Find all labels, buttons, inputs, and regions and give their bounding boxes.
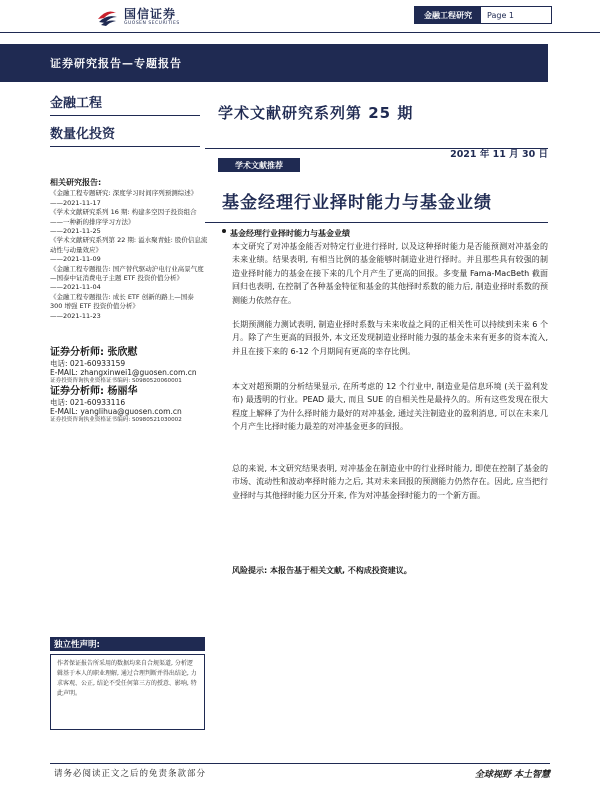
related-report-date: ——2021-11-09 [50, 255, 101, 264]
related-report-title: 《金融工程专题报告: 成长 ETF 创新的路上—国泰 300 增强 ETF 投资价值分析》 [50, 292, 194, 311]
logo-text-en: GUOSEN SECURITIES [124, 20, 180, 26]
summary-paragraph [232, 318, 548, 358]
related-reports [50, 178, 208, 321]
report-type-banner: 证券研究报告—专题报告 [0, 44, 548, 82]
main-title-divider [205, 222, 548, 223]
analyst-cert: 证券投资咨询执业资格证书编码: S0980520060001 [50, 378, 182, 384]
category-secondary: 数量化投资 [50, 118, 200, 147]
doc-type-tag [414, 6, 552, 24]
summary-paragraph-text: 本文研究了对冲基金能否对特定行业进行择时, 以及这种择时能力是否能预测对冲基金的未来业绩。结果表明, 有相当比例的基金能够时制造业进行择时。并且那些具有较强的制造业择时能力的基金在接下来的几个月产生了更高的回报。多变量 Fama-MacBeth 截面回归也表明, 在控制了各种基金特征和基金的其他择时系数的能力后, 制造业择时系数的预测能力依然存在。 [232, 242, 548, 305]
risk-warning: 风险提示: 本报告基于相关文献, 不构成投资建议。 [232, 566, 412, 575]
related-report-item[interactable] [50, 189, 208, 208]
summary-paragraph-text: 本文对超预期的分析结果显示, 在所考虑的 12 个行业中, 制造业是信息环境 (关于盈利发布) 最透明的行业。PEAD 最大, 而且 SUE 的自相关性是最持久的。所有这些发现在很大程度上解释了为什么择时能力最好的对冲基金, 通过关注制造业的盈利消息, 可以在未来几个月产生比择时能力最差的对冲基金更多的回报。 [232, 382, 548, 432]
summary-paragraph [232, 462, 548, 502]
footer-disclaimer[interactable]: 请务必阅读正文之后的免责条款部分 [54, 769, 207, 779]
summary-paragraph [232, 380, 548, 434]
section-tag: 学术文献推荐 [218, 158, 300, 172]
logo-mark-icon [96, 6, 118, 28]
summary-paragraph [232, 240, 548, 307]
logo-text-cn: 国信证券 [124, 6, 177, 21]
related-report-date: ——2021-11-25 [50, 227, 101, 236]
related-report-item[interactable] [50, 208, 208, 236]
analyst-email[interactable]: E-MAIL: yanglihua@guosen.com.cn [50, 407, 182, 416]
analyst-name: 证券分析师: 张欣慰 [50, 347, 138, 358]
analyst-phone: 电话: 021-60933159 [50, 359, 126, 368]
summary-paragraph-text: 长期预测能力测试表明, 制造业择时系数与未来收益之间的正相关性可以持续到未来 6 个月。除了产生更高的回报外, 本文还发现制造业择时能力强的基金未来有更多的资本流入, 并且在接下来的 6-12 个月期间有更高的幸存比例。 [232, 320, 548, 356]
analyst-block [50, 346, 208, 424]
footer-divider [50, 763, 550, 764]
related-report-item[interactable] [50, 236, 208, 264]
analyst-cert: 证券投资咨询执业资格证书编码: S0980521030002 [50, 417, 182, 423]
related-report-title: 《金融工程专题报告: 国产替代驱动沪电行业高景气度—国泰中证消费电子主题 ETF 投资价值分析》 [50, 264, 204, 283]
related-report-title: 《金融工程专题研究: 深度学习时间序列预测综述》 [50, 189, 198, 198]
doc-type-label: 金融工程研究 [415, 7, 481, 23]
summary-heading: 基金经理行业择时能力与基金业绩 [230, 229, 350, 238]
related-report-title: 《学术文献研究系列第 22 期: 溢水聚青蛙: 股价信息流动性与动量效应》 [50, 236, 208, 254]
related-report-date: ——2021-11-04 [50, 283, 101, 292]
report-date: 2021 年 11 月 30 日 [450, 149, 548, 160]
related-reports-heading: 相关研究报告: [50, 178, 102, 187]
footer-slogan: 全球视野 本土智慧 [474, 770, 550, 780]
summary-paragraph-text: 总的来说, 本文研究结果表明, 对冲基金在制造业中的行业择时能力, 即使在控制了基金的市场、流动性和波动率择时能力之后, 其对未来回报的预测能力仍然存在。因此, 应当把行业择时与其他择时能力区分开来, 作为对冲基金择时能力的一个新方面。 [232, 464, 548, 500]
analyst-name: 证券分析师: 杨丽华 [50, 386, 138, 397]
analyst-email[interactable]: E-MAIL: zhangxinwei1@guosen.com.cn [50, 368, 197, 377]
declaration-text: 作者保证报告所采用的数据均来自合规渠道, 分析逻辑基于本人的职业理解, 通过合理判断并得出结论, 力求客观、公正, 结论不受任何第三方的授意、影响, 特此声明。 [50, 654, 205, 730]
bullet-icon [222, 229, 226, 233]
related-report-item[interactable] [50, 293, 208, 321]
page-title: 基金经理行业择时能力与基金业绩 [222, 193, 492, 213]
related-report-title: 《学术文献研究系列 16 期: 构建多空因子投资组合——一种新的排序学习方法》 [50, 208, 197, 226]
declaration-heading: 独立性声明: [50, 637, 205, 651]
related-report-date: ——2021-11-23 [50, 311, 101, 320]
related-report-item[interactable] [50, 265, 208, 293]
page-label: Page 1 [487, 10, 514, 20]
analyst-phone: 电话: 021-60933116 [50, 398, 126, 407]
company-logo [96, 4, 226, 30]
series-title: 学术文献研究系列第 25 期 [218, 104, 414, 122]
related-report-date: ——2021-11-17 [50, 198, 101, 207]
header-divider [0, 32, 600, 33]
category-primary: 金融工程 [50, 87, 200, 116]
